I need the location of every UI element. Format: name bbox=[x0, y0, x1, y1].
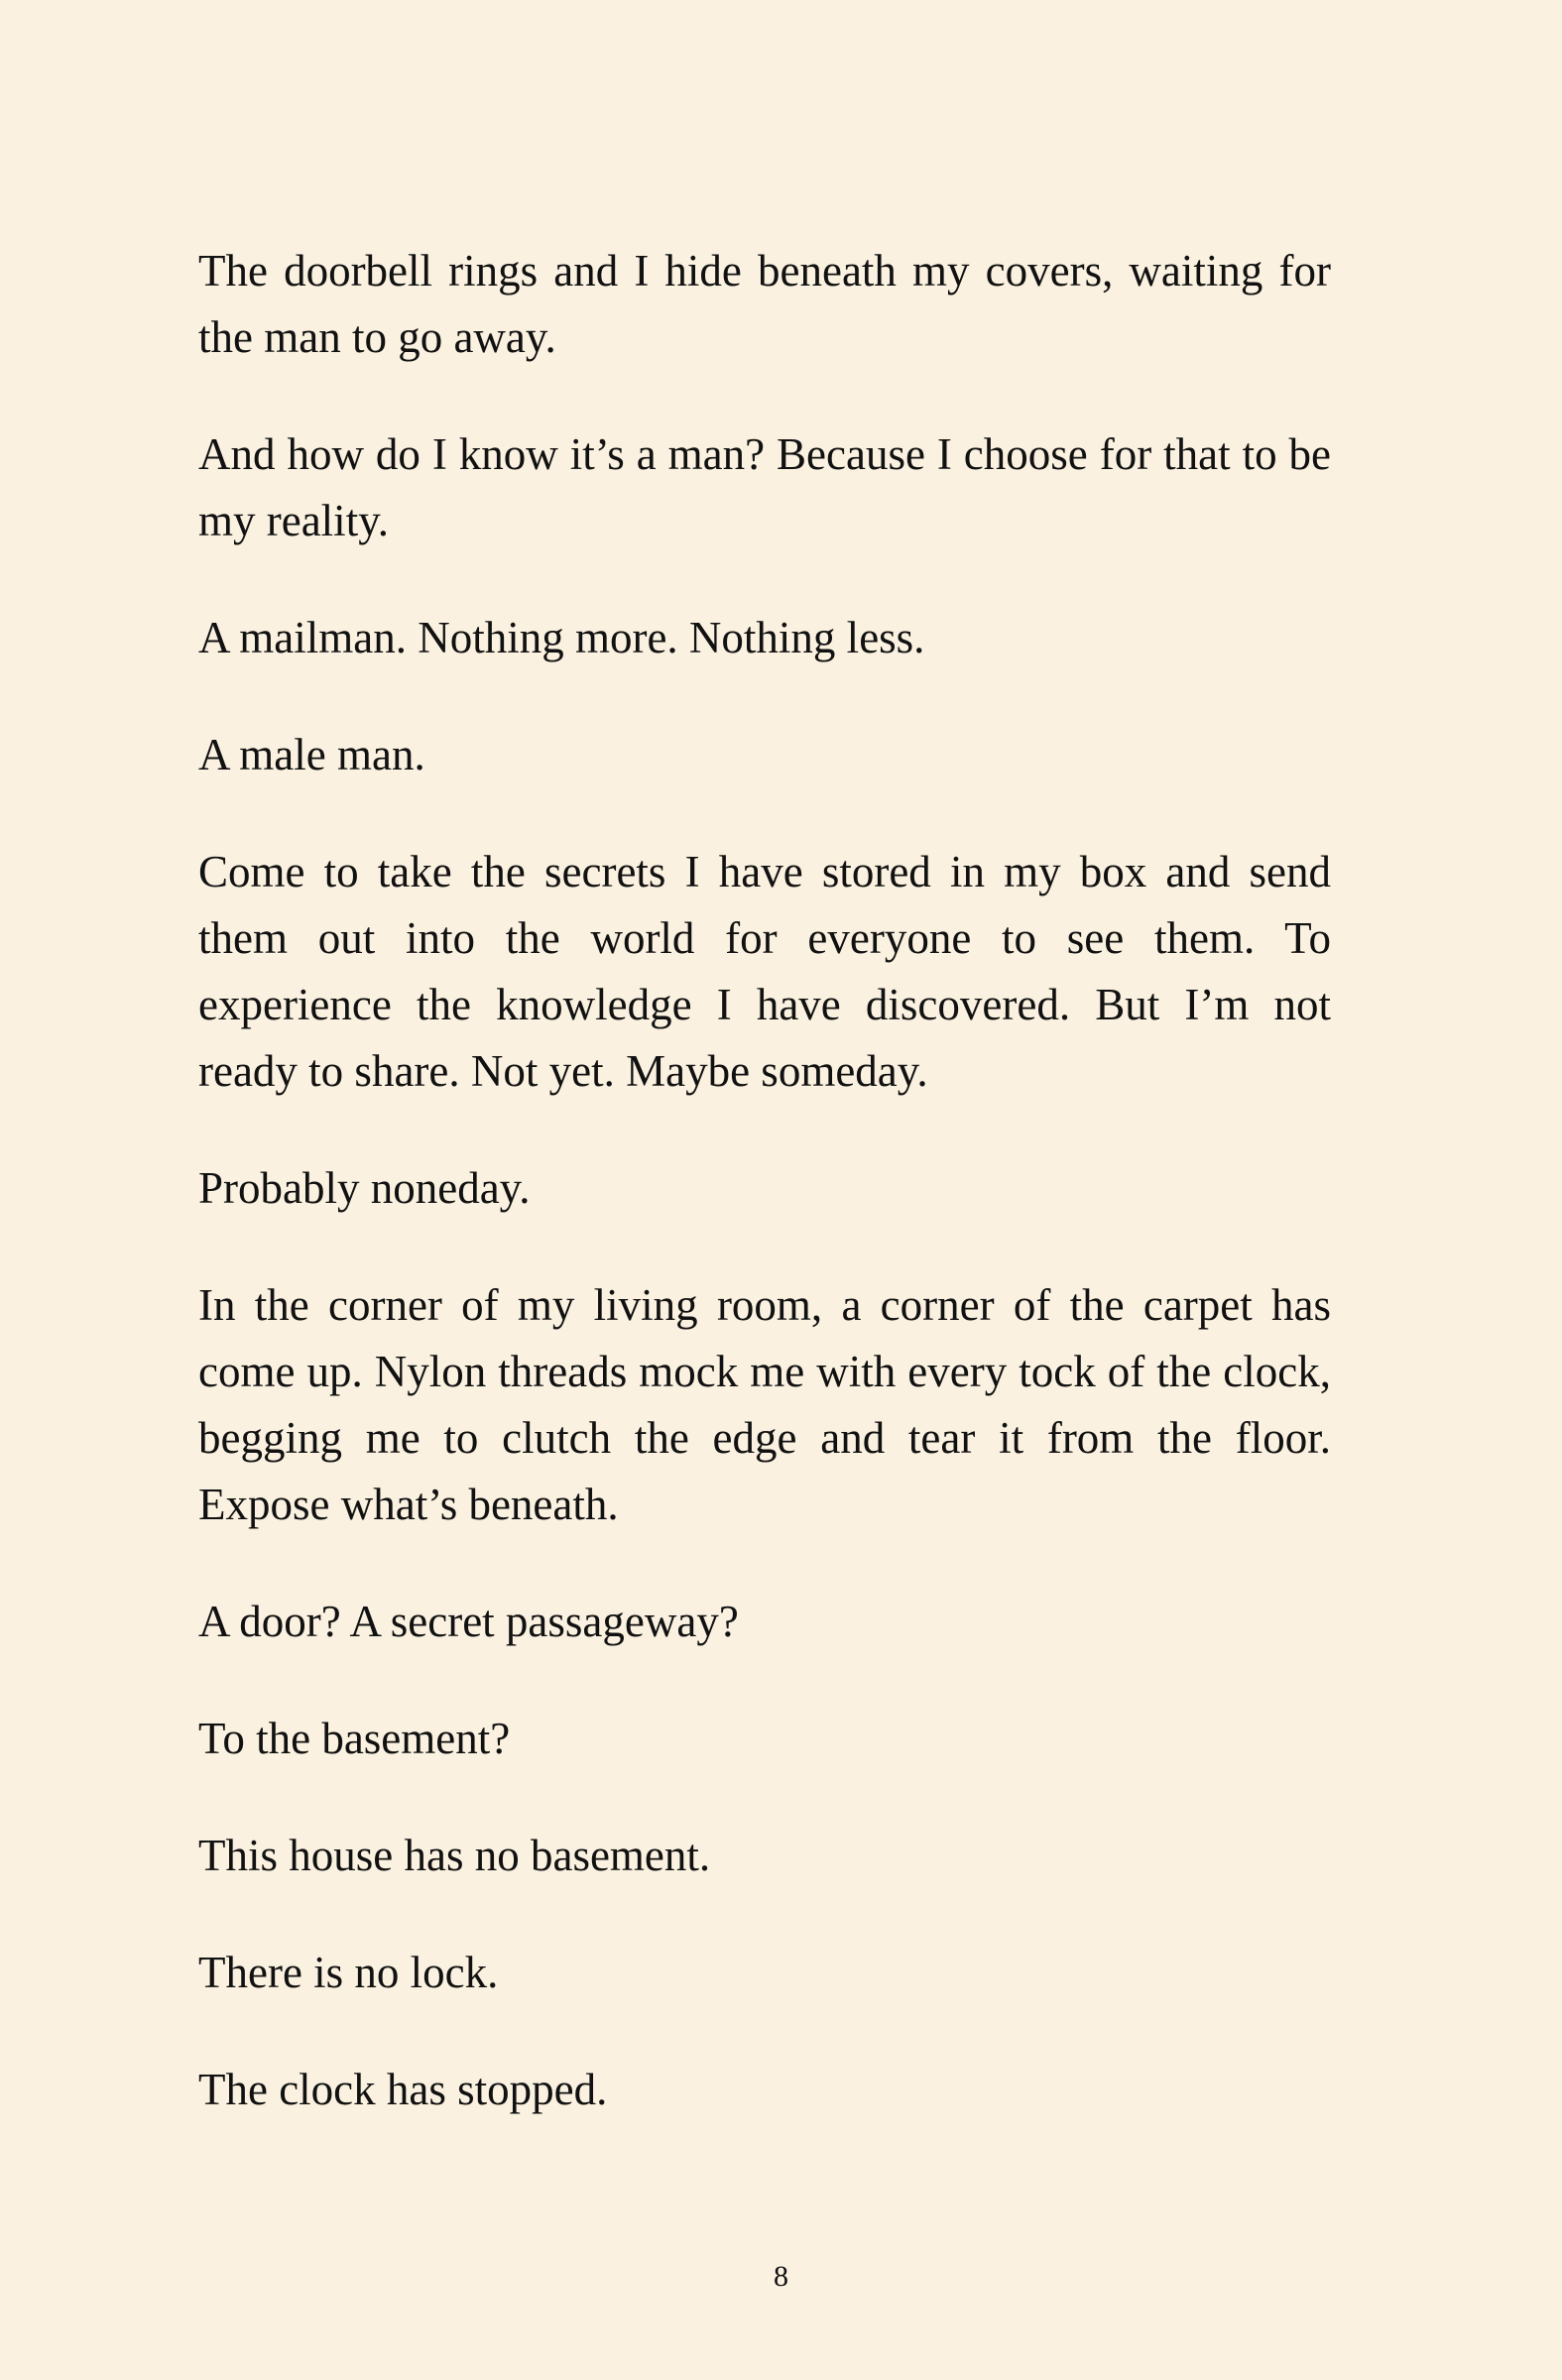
paragraph: A male man. bbox=[198, 730, 425, 779]
paragraph: To the basement? bbox=[198, 1714, 511, 1763]
paragraph: A mailman. Nothing more. Nothing less. bbox=[198, 613, 925, 662]
paragraph: In the corner of my living room, a corner of the carpet has come up. Nylon threads mock me with every tock of the clock, begging me to clutch the edge and tear it from the floor. Expose what’s beneath. bbox=[198, 1280, 1331, 1529]
paragraph: Probably noneday. bbox=[198, 1163, 531, 1213]
paragraph: A door? A secret passageway? bbox=[198, 1597, 739, 1646]
paragraph: Come to take the secrets I have stored in my box and send them out into the world for everyone to see them. To experience the knowledge I have discovered. But I’m not ready to share. Not yet. Maybe someday. bbox=[198, 847, 1331, 1096]
paragraph: The clock has stopped. bbox=[198, 2065, 608, 2114]
paragraph: There is no lock. bbox=[198, 1948, 499, 1997]
paragraph: This house has no basement. bbox=[198, 1831, 711, 1880]
body-text bbox=[198, 238, 1331, 2174]
paragraph: And how do I know it’s a man? Because I choose for that to be my reality. bbox=[198, 429, 1331, 545]
page-number: 8 bbox=[774, 2260, 788, 2293]
paragraph: The doorbell rings and I hide beneath my covers, waiting for the man to go away. bbox=[198, 246, 1331, 362]
